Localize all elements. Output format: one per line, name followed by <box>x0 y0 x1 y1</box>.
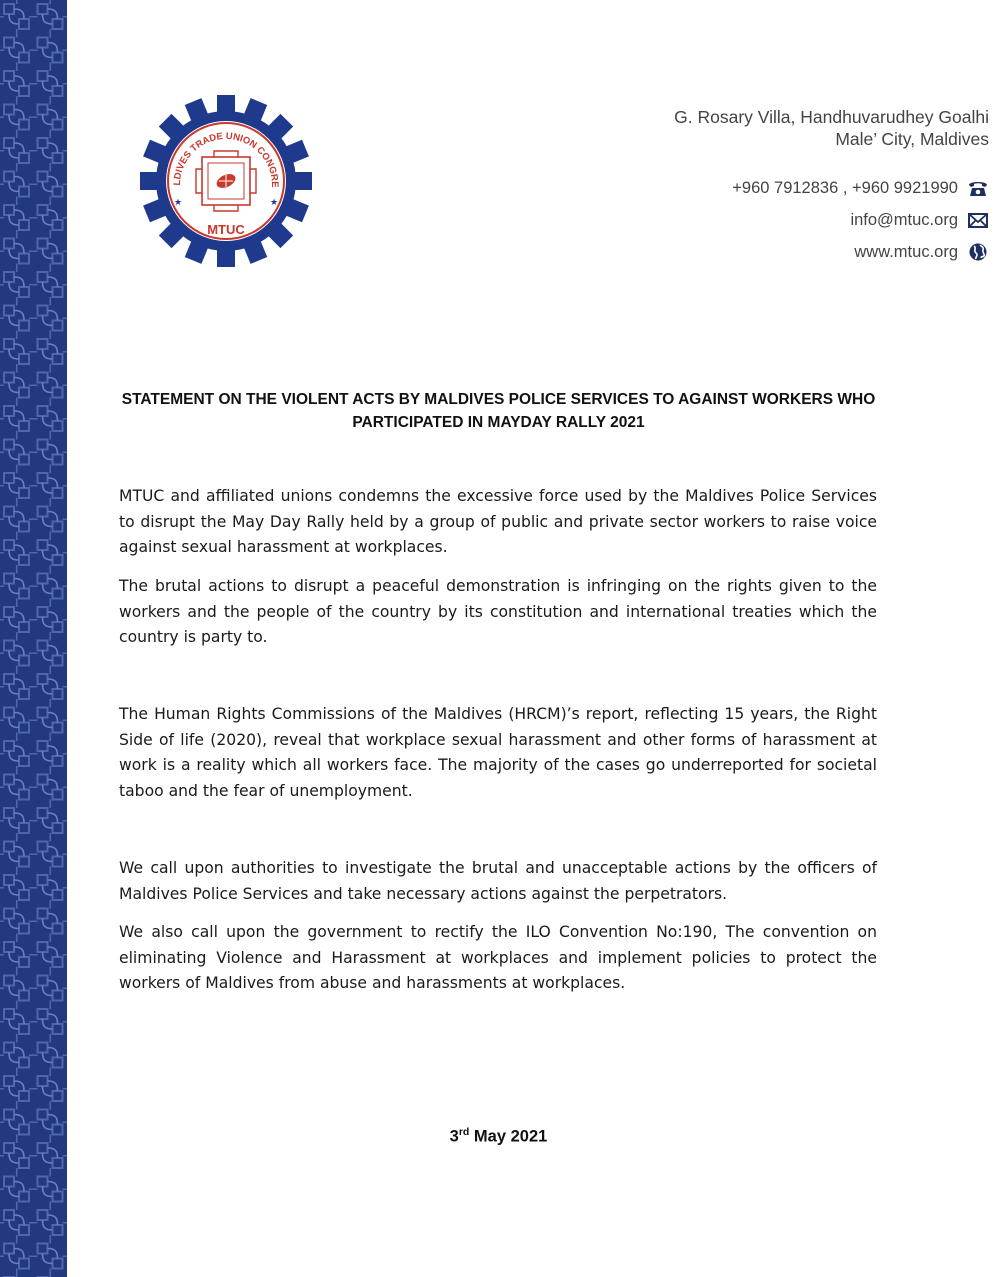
email-address[interactable]: info@mtuc.org <box>850 210 958 229</box>
svg-text:★: ★ <box>174 198 183 208</box>
decorative-side-band <box>0 0 67 1277</box>
mtuc-logo <box>140 95 312 267</box>
paragraph <box>119 702 877 804</box>
envelope-icon <box>967 210 989 230</box>
address-line-1: G. Rosary Villa, Handhuvarudhey Goalhi <box>674 107 989 127</box>
title-line-1: STATEMENT ON THE VIOLENT ACTS BY MALDIVES POLICE SERVICES TO AGAINST WORKERS WHO <box>121 391 876 408</box>
paragraph-3: The Human Rights Commissions of the Maldives (HRCM)’s report, reflecting 15 years, the Right Side of life (2020), reveal that workplace sexual harassment and other forms of harassment at work is a reality which all workers face. The majority of the cases go underreported for societal taboo and the fear of unemployment. <box>119 705 877 800</box>
logo-abbreviation: MTUC <box>207 222 245 237</box>
svg-text:★: ★ <box>270 198 279 208</box>
paragraph <box>119 856 877 907</box>
paragraph-1: MTUC and affiliated unions condemns the excessive force used by the Maldives Police Services to disrupt the May Day Rally held by a group of public and private sector workers to raise voice against sexual harassment at workplaces. <box>119 487 877 556</box>
date-suffix: rd <box>458 1126 470 1138</box>
date-month-year: May 2021 <box>469 1127 548 1146</box>
statement-date <box>360 1126 637 1147</box>
date-day: 3 <box>449 1127 459 1146</box>
title-line-2: PARTICIPATED IN MAYDAY RALLY 2021 <box>352 414 645 431</box>
phone-icon <box>967 178 989 198</box>
email-row <box>732 204 989 236</box>
logo-ring-text: LDIVES TRADE UNION CONGRE <box>171 130 281 188</box>
phone-numbers: +960 7912836 , +960 9921990 <box>732 178 958 197</box>
paragraph-2: The brutal actions to disrupt a peaceful demonstration is infringing on the rights given to the workers and the people of the country by its constitution and international treaties which the country is party to. <box>119 577 877 646</box>
paragraph <box>119 920 877 997</box>
statement-title <box>120 388 877 434</box>
contact-block <box>732 172 989 268</box>
paragraph-5: We also call upon the government to rectify the ILO Convention No:190, The convention on eliminating Violence and Harassment at workplaces and implement policies to protect the workers of Maldives from abuse and harassments at workplaces. <box>119 923 877 992</box>
paragraph <box>119 574 877 651</box>
paragraph-4: We call upon authorities to investigate the brutal and unacceptable actions by the officers of Maldives Police Services and take necessary actions against the perpetrators. <box>119 859 877 903</box>
paragraph <box>119 484 877 561</box>
globe-icon <box>967 242 989 262</box>
organization-address <box>674 106 989 150</box>
phone-row <box>732 172 989 204</box>
website-address[interactable]: www.mtuc.org <box>854 242 958 261</box>
address-line-2: Male’ City, Maldives <box>835 129 989 149</box>
website-row <box>732 236 989 268</box>
